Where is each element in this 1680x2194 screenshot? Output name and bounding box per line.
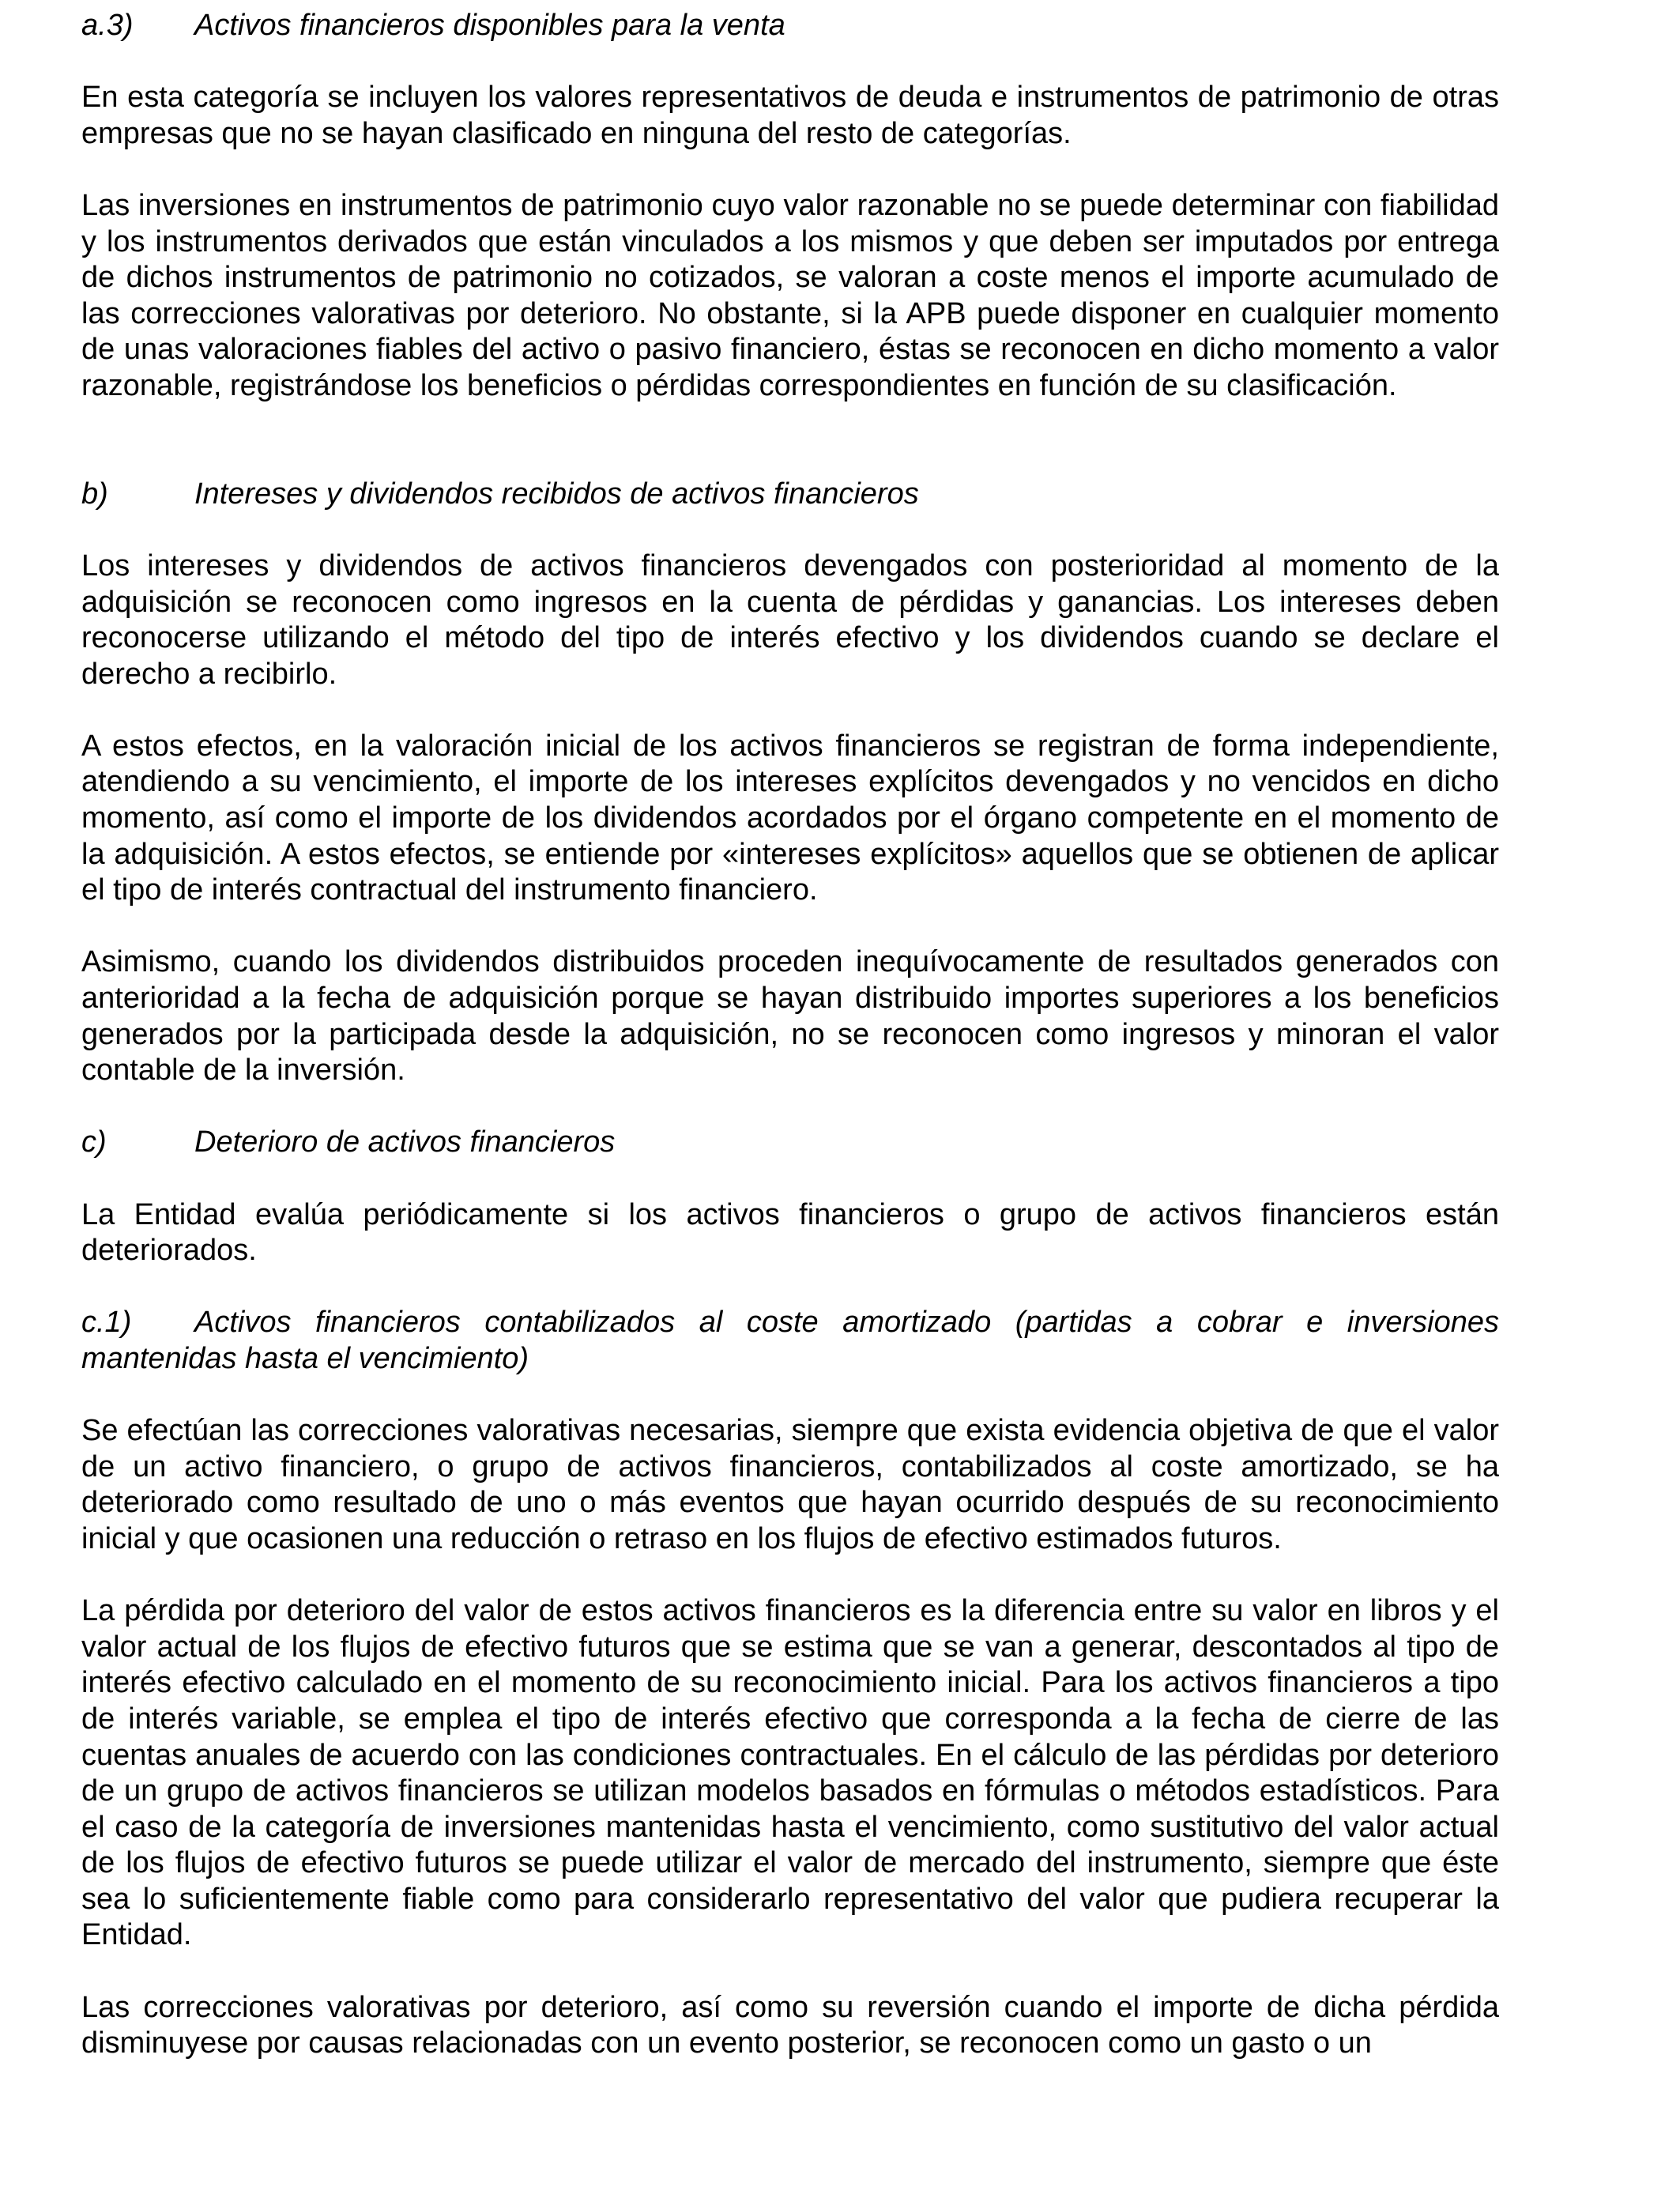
section-number: b) bbox=[81, 477, 108, 511]
paragraph: La Entidad evalúa periódicamente si los activos financieros o grupo de activos financieros están deteriorados. bbox=[81, 1197, 1499, 1268]
section-title: Activos financieros disponibles para la venta bbox=[194, 9, 785, 42]
paragraph: Los intereses y dividendos de activos financieros devengados con posterioridad al momento de la adquisición se reconocen como ingresos en la cuenta de pérdidas y ganancias. Los intereses deben reconocerse utilizando el método del tipo de interés efectivo y los dividendos cuando se declare el derecho a recibirlo. bbox=[81, 548, 1499, 691]
section-title: Intereses y dividendos recibidos de activos financieros bbox=[194, 477, 919, 511]
paragraph: A estos efectos, en la valoración inicial de los activos financieros se registran de forma independiente, atendiendo a su vencimiento, el importe de los intereses explícitos devengados y no vencidos en dicho momento, así como el importe de los dividendos acordados por el órgano competente en el momento de la adquisición. A estos efectos, se entiende por «intereses explícitos» aquellos que se obtienen de aplicar el tipo de interés contractual del instrumento financiero. bbox=[81, 729, 1499, 907]
paragraph: Las inversiones en instrumentos de patrimonio cuyo valor razonable no se puede determinar con fiabilidad y los instrumentos derivados que están vinculados a los mismos y que deben ser imputados por entrega de dichos instrumentos de patrimonio no cotizados, se valoran a coste menos el importe acumulado de las correcciones valorativas por deterioro. No obstante, si la APB puede disponer en cualquier momento de unas valoraciones fiables del activo o pasivo financiero, éstas se reconocen en dicho momento a valor razonable, registrándose los beneficios o pérdidas correspondientes en función de su clasificación. bbox=[81, 188, 1499, 402]
section-heading-c1 bbox=[81, 1305, 1499, 1377]
paragraph: La pérdida por deterioro del valor de estos activos financieros es la diferencia entre su valor en libros y el valor actual de los flujos de efectivo futuros que se estima que se van a generar, descontados al tipo de interés efectivo calculado en el momento de su reconocimiento inicial. Para los activos financieros a tipo de interés variable, se emplea el tipo de interés efectivo que corresponda a la fecha de cierre de las cuentas anuales de acuerdo con las condiciones contractuales. En el cálculo de las pérdidas por deterioro de un grupo de activos financieros se utilizan modelos basados en fórmulas o métodos estadísticos. Para el caso de la categoría de inversiones mantenidas hasta el vencimiento, como sustitutivo del valor actual de los flujos de efectivo futuros se puede utilizar el valor de mercado del instrumento, siempre que éste sea lo suficientemente fiable como para considerarlo representativo del valor que pudiera recuperar la Entidad. bbox=[81, 1594, 1499, 1952]
paragraph: Asimismo, cuando los dividendos distribuidos proceden inequívocamente de resultados generados con anterioridad a la fecha de adquisición porque se hayan distribuido importes superiores a los beneficios generados por la participada desde la adquisición, no se reconocen como ingresos y minoran el valor contable de la inversión. bbox=[81, 945, 1499, 1088]
section-title: Activos financieros contabilizados al coste amortizado (partidas a cobrar e inversiones mantenidas hasta el vencimiento) bbox=[81, 1306, 1499, 1375]
section-heading-a3 bbox=[81, 8, 1499, 44]
section-title: Deterioro de activos financieros bbox=[194, 1125, 616, 1159]
document-page bbox=[81, 8, 1499, 2062]
section-heading-b bbox=[81, 477, 1499, 513]
paragraph: Se efectúan las correcciones valorativas necesarias, siempre que exista evidencia objetiva de que el valor de un activo financiero, o grupo de activos financieros, contabilizados al coste amortizado, se ha deteriorado como resultado de uno o más eventos que hayan ocurrido después de su reconocimiento inicial y que ocasionen una reducción o retraso en los flujos de efectivo estimados futuros. bbox=[81, 1414, 1499, 1555]
paragraph: Las correcciones valorativas por deterioro, así como su reversión cuando el importe de dicha pérdida disminuyese por causas relacionadas con un evento posterior, se reconocen como un gasto o un bbox=[81, 1990, 1499, 2060]
paragraph: En esta categoría se incluyen los valores representativos de deuda e instrumentos de patrimonio de otras empresas que no se hayan clasificado en ninguna del resto de categorías. bbox=[81, 81, 1499, 150]
section-number: a.3) bbox=[81, 9, 134, 42]
section-number: c) bbox=[81, 1125, 107, 1159]
section-number: c.1) bbox=[81, 1306, 132, 1340]
section-heading-c bbox=[81, 1125, 1499, 1161]
